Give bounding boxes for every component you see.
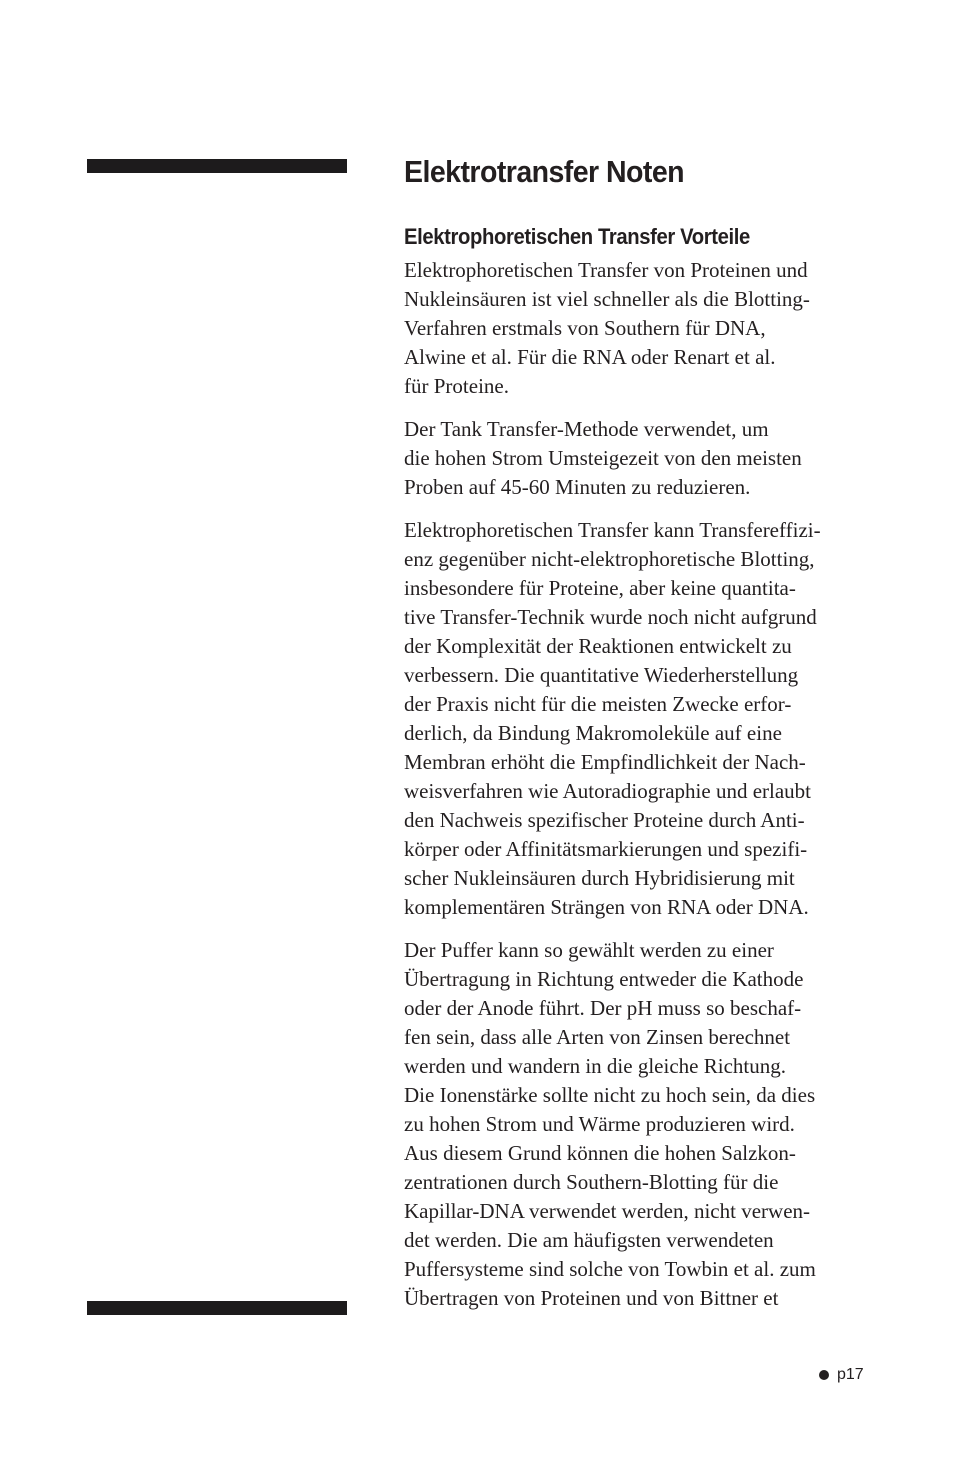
page-footer [819,1366,864,1384]
text-line: fen sein, dass alle Arten von Zinsen berechnet [404,1025,791,1049]
text-line: Verfahren erstmals von Southern für DNA, [404,316,766,340]
text-line: verbessern. Die quantitative Wiederherstellung [404,663,799,687]
main-content [404,150,874,1313]
text-line: Der Puffer kann so gewählt werden zu einer [404,938,774,962]
text-line: zentrationen durch Southern-Blotting für die [404,1170,779,1194]
text-line: der Praxis nicht für die meisten Zwecke erfor- [404,692,792,716]
text-line: körper oder Affinitätsmarkierungen und spezifi- [404,837,808,861]
text-line: Elektrophoretischen Transfer von Proteinen und [404,258,808,282]
body-text [404,256,874,1313]
text-line: den Nachweis spezifischer Proteine durch Anti- [404,808,805,832]
bullet-icon [819,1370,829,1380]
text-line: Membran erhöht die Empfindlichkeit der Nach- [404,750,806,774]
text-line: Übertragen von Proteinen und von Bittner et [404,1286,779,1310]
text-line: Aus diesem Grund können die hohen Salzkon- [404,1141,796,1165]
text-line: für Proteine. [404,374,509,398]
text-line: Proben auf 45-60 Minuten zu reduzieren. [404,475,751,499]
page-number: p17 [837,1366,864,1383]
text-line: Nukleinsäuren ist viel schneller als die Blotting- [404,287,810,311]
text-line: tive Transfer-Technik wurde noch nicht aufgrund [404,605,817,629]
text-line: weisverfahren wie Autoradiographie und erlaubt [404,779,812,803]
bottom-margin-rule [87,1301,347,1315]
text-line: derlich, da Bindung Makromoleküle auf eine [404,721,782,745]
text-line: Alwine et al. Für die RNA oder Renart et al. [404,345,776,369]
text-line: oder der Anode führt. Der pH muss so beschaf- [404,996,802,1020]
text-line: werden und wandern in die gleiche Richtung. [404,1054,786,1078]
text-line: der Komplexität der Reaktionen entwickelt zu [404,634,792,658]
text-line: Die Ionenstärke sollte nicht zu hoch sein, da dies [404,1083,816,1107]
page-heading: Elektrotransfer Noten [404,154,685,189]
text-line: zu hohen Strom und Wärme produzieren wird. [404,1112,795,1136]
text-line: Der Tank Transfer-Methode verwendet, um [404,417,769,441]
text-line: Kapillar-DNA verwendet werden, nicht verwen- [404,1199,811,1223]
text-line: det werden. Die am häufigsten verwendeten [404,1228,774,1252]
text-line: Übertragung in Richtung entweder die Kathode [404,967,804,991]
paragraph [404,516,874,922]
text-line: enz gegenüber nicht-elektrophoretische Blotting, [404,547,815,571]
text-line: scher Nukleinsäuren durch Hybridisierung mit [404,866,795,890]
section-subheading: Elektrophoretischen Transfer Vorteile [404,224,750,249]
paragraph [404,256,874,401]
text-line: komplementären Strängen von RNA oder DNA. [404,895,809,919]
paragraph [404,936,874,1313]
text-line: Elektrophoretischen Transfer kann Transfereffizi- [404,518,821,542]
paragraph [404,415,874,502]
text-line: die hohen Strom Umsteigezeit von den meisten [404,446,802,470]
text-line: Puffersysteme sind solche von Towbin et al. zum [404,1257,816,1281]
top-margin-rule [87,159,347,173]
text-line: insbesondere für Proteine, aber keine quantita- [404,576,796,600]
